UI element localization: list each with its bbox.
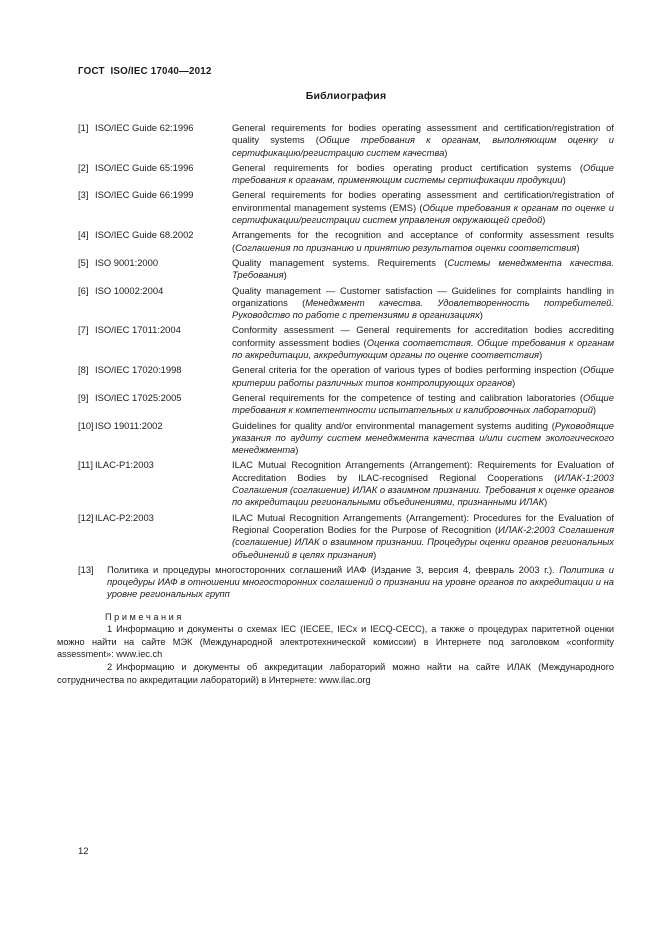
- notes-section: [57, 611, 614, 687]
- entry-description: Quality management systems. Requirements (Системы менеджмента качества. Требования): [232, 256, 614, 281]
- entry-russian-text: Системы менеджмента качества. Требования: [232, 256, 614, 281]
- entry-standard-id: ISO/IEC Guide 68.2002: [95, 229, 194, 241]
- entry-description: ILAC Mutual Recognition Arrangements (Arrangement): Procedures for the Evaluation of Regional Cooperation Bodies for the Purpose of Recognition (ИЛАК-2:2003 Соглашения (соглашение) ИЛАК о взаимном признании. Процедуры оценки органов региональных объединений в целях признания): [232, 511, 614, 560]
- entry-text: [107, 564, 614, 601]
- entry-description: General requirements for bodies operating product certification systems (Общие требования к органам, применяющим системы сертификации продукции): [232, 161, 614, 186]
- entry-ref: [8]: [78, 364, 89, 376]
- entry-label: [78, 229, 232, 254]
- entry-russian-text: Политика и процедуры ИАФ в отношении многосторонних соглашений о признании на уровне органов по аккредитации и на уровне региональных групп: [107, 563, 614, 600]
- bibliography-entry: [78, 257, 614, 282]
- entry-label: [78, 162, 232, 187]
- note-number: 2: [107, 662, 113, 673]
- entry-ref: [4]: [78, 229, 89, 241]
- entry-standard-id: ISO 9001:2000: [95, 256, 159, 268]
- entry-ref: [12]: [78, 511, 94, 523]
- entry-description: General criteria for the operation of various types of bodies performing inspection (Общие критерии работы различных типов контролирующих органов): [232, 364, 614, 388]
- entry-label: [78, 122, 232, 159]
- page-content: [57, 0, 614, 686]
- entry-label: [78, 459, 232, 508]
- entry-russian-text: ИЛАК-1:2003 Соглашения (соглашение) ИЛАК о взаимном признании. Требования к оценке органов по аккредитации региональными объединениями, признанными ИЛАК: [232, 471, 614, 508]
- entry-description: Conformity assessment — General requirements for accreditation bodies accrediting conformity assessment bodies (Оценка соответствия. Общие требования к органам по аккредитации, аккредитующим органы по оценке соответствия): [232, 324, 615, 361]
- entry-ref: [11]: [78, 459, 93, 471]
- entry-russian-text: Общие требования к органам по оценке и сертификации/регистрации систем управления окружающей средой: [232, 201, 615, 226]
- bibliography-entry: [78, 189, 614, 226]
- entry-ref: [13]: [78, 563, 94, 575]
- entry-description: Guidelines for quality and/or environmental management systems auditing (Руководящие указания по аудиту систем менеджмента качества и/или систем экологического менеджмента): [232, 419, 615, 456]
- bibliography-entry: [78, 364, 614, 389]
- entry-ref: [5]: [78, 256, 89, 268]
- entry-english-text: Guidelines for quality and/or environmental management systems auditing: [232, 419, 549, 431]
- entry-ref: [1]: [78, 122, 89, 133]
- document-header: ГОСТ ISO/IEC 17040—2012: [78, 66, 212, 77]
- entry-label: [78, 324, 232, 361]
- entry-english-text: General requirements for bodies operating product certification systems: [232, 161, 572, 173]
- entry-russian-text: Оценка соответствия. Общие требования к органам по аккредитации, аккредитующим органы по оценке соответствия: [232, 336, 615, 361]
- entry-label: [78, 420, 232, 457]
- entry-russian-text: ИЛАК-2:2003 Соглашения (соглашение) ИЛАК о взаимном признании. Процедуры оценки органов региональных объединений в целях признания: [232, 523, 614, 560]
- entry-russian-text: Руководящие указания по аудиту систем менеджмента качества и/или систем экологического менеджмента: [232, 419, 615, 456]
- entry-standard-id: ISO 10002:2004: [95, 284, 164, 296]
- entry-description: General requirements for the competence of testing and calibration laboratories (Общие требования к компетентности испытательных и калибровочных лабораторий): [232, 391, 614, 416]
- entry-ref: [3]: [78, 189, 89, 201]
- entry-label: [78, 364, 232, 389]
- bibliography-entry: [78, 420, 614, 457]
- entry-english-text: ILAC Mutual Recognition Arrangements (Arrangement): Procedures for the Evaluation of Regional Cooperation Bodies for the Purpose of Recognition: [232, 511, 614, 535]
- bibliography-entry: [78, 324, 614, 361]
- entry-standard-id: ISO/IEC 17011:2004: [95, 324, 181, 336]
- entry-russian-text: Общие критерии работы различных типов контролирующих органов: [232, 364, 614, 388]
- entry-standard-id: ISO/IEC 17020:1998: [95, 364, 182, 376]
- entry-standard-id: ILAC-P1:2003: [95, 459, 154, 471]
- entry-english-text: General requirements for the competence of testing and calibration laboratories: [232, 391, 576, 403]
- entry-label: [78, 392, 232, 417]
- note-number: 1: [107, 624, 113, 635]
- entry-label: [78, 257, 232, 282]
- entry-description: Quality management — Customer satisfaction — Guidelines for complaints handling in organizations (Менеджмент качества. Удовлетворенность потребителей. Руководство по работе с претензиями в организациях): [232, 284, 615, 321]
- bibliography-entry: [78, 392, 614, 417]
- page-title: Библиография: [305, 90, 387, 102]
- bibliography-list: [57, 122, 614, 601]
- entry-standard-id: ISO 19011:2002: [95, 419, 163, 431]
- bibliography-entry: [78, 162, 614, 187]
- entry-english-text: General requirements for bodies operating assessment and certification/registration of quality systems: [232, 122, 614, 146]
- bibliography-entry: [78, 122, 614, 159]
- entry-lead-text: Политика и процедуры многосторонних соглашений ИАФ (Издание 3, версия 4, февраль 2003 г.).: [107, 563, 560, 575]
- note-item: 1 Информацию и документы о схемах IEC (IECEE, IECx и IECQ-CECC), а также о процедурах паритетной оценки можно найти на сайте МЭК (Международной электротехнической комиссии) в Интернете под заголовком «conformity assessment»: www.iec.ch: [57, 624, 614, 660]
- entry-russian-text: Общие требования к органам, применяющим системы сертификации продукции: [232, 161, 614, 186]
- bibliography-entry: [78, 285, 614, 322]
- notes-items: [57, 623, 614, 686]
- entry-description: General requirements for bodies operating assessment and certification/registration of quality systems (Общие требования к органам, выполняющим оценку и сертификацию/регистрацию систем качества): [232, 122, 614, 158]
- entry-description: ILAC Mutual Recognition Arrangements (Arrangement): Requirements for Evaluation of Accreditation Bodies by ILAC-recognised Regional Cooperations (ИЛАК-1:2003 Соглашения (соглашение) ИЛАК о взаимном признании. Требования к оценке органов по аккредитации региональными объединениями, признанными ИЛАК): [232, 459, 614, 508]
- bibliography-entry: [78, 459, 614, 508]
- entry-english-text: General requirements for bodies operating assessment and certification/registration of environmental management systems (EMS): [232, 189, 614, 213]
- entry-standard-id: ISO/IEC Guide 62:1996: [95, 122, 194, 133]
- entry-standard-id: ISO/IEC 17025:2005: [95, 391, 182, 403]
- entry-ref: [10]: [78, 419, 94, 431]
- entry-description: Arrangements for the recognition and acceptance of conformity assessment results (Соглашения по признанию и принятию результатов оценки соответствия): [232, 229, 614, 253]
- entry-ref: [9]: [78, 391, 89, 403]
- entry-standard-id: ISO/IEC Guide 65:1996: [95, 161, 194, 173]
- bibliography-entry: [78, 512, 614, 561]
- entry-russian-text: Соглашения по признанию и принятию результатов оценки соответствия: [235, 241, 577, 253]
- entry-english-text: Conformity assessment — General requirements for accreditation bodies accrediting conformity assessment bodies: [232, 324, 614, 348]
- entry-english-text: Quality management — Customer satisfaction — Guidelines for complaints handling in organizations: [232, 284, 614, 308]
- entry-russian-text: Общие требования к органам, выполняющим оценку и сертификацию/регистрацию систем качества: [232, 134, 614, 158]
- entry-english-text: Quality management systems. Requirements: [232, 256, 436, 268]
- entry-standard-id: ILAC-P2:2003: [95, 511, 154, 523]
- entry-ref: [7]: [78, 324, 89, 336]
- entry-description: General requirements for bodies operating assessment and certification/registration of environmental management systems (EMS) (Общие требования к органам по оценке и сертификации/регистрации систем управления окружающей средой): [232, 189, 615, 226]
- entry-standard-id: ISO/IEC Guide 66:1999: [95, 189, 194, 201]
- entry-english-text: ILAC Mutual Recognition Arrangements (Arrangement): Requirements for Evaluation of Accreditation Bodies by ILAC-recognised Regional Cooperations: [232, 459, 614, 483]
- entry-ref: [6]: [78, 284, 89, 296]
- entry-russian-text: Менеджмент качества. Удовлетворенность потребителей. Руководство по работе с претензиями в организациях: [232, 296, 615, 321]
- note-item: 2 Информацию и документы об аккредитации лабораторий можно найти на сайте ИЛАК (Международного сотрудничества по аккредитации лабораторий) в Интернете: www.ilac.org: [57, 662, 614, 685]
- notes-heading: П р и м е ч а н и я: [105, 611, 182, 622]
- entry-label: [78, 285, 232, 322]
- entry-english-text: Arrangements for the recognition and acceptance of conformity assessment results: [232, 229, 614, 241]
- entry-russian-text: Общие требования к компетентности испытательных и калибровочных лабораторий: [232, 391, 614, 416]
- bibliography-entry: [78, 229, 614, 254]
- entry-label: [78, 512, 232, 561]
- page-number: 12: [78, 846, 89, 857]
- entry-label: [78, 189, 232, 226]
- entry-ref: [2]: [78, 161, 89, 173]
- entry-english-text: General criteria for the operation of various types of bodies performing inspection: [232, 364, 577, 376]
- bibliography-entry: [78, 564, 614, 601]
